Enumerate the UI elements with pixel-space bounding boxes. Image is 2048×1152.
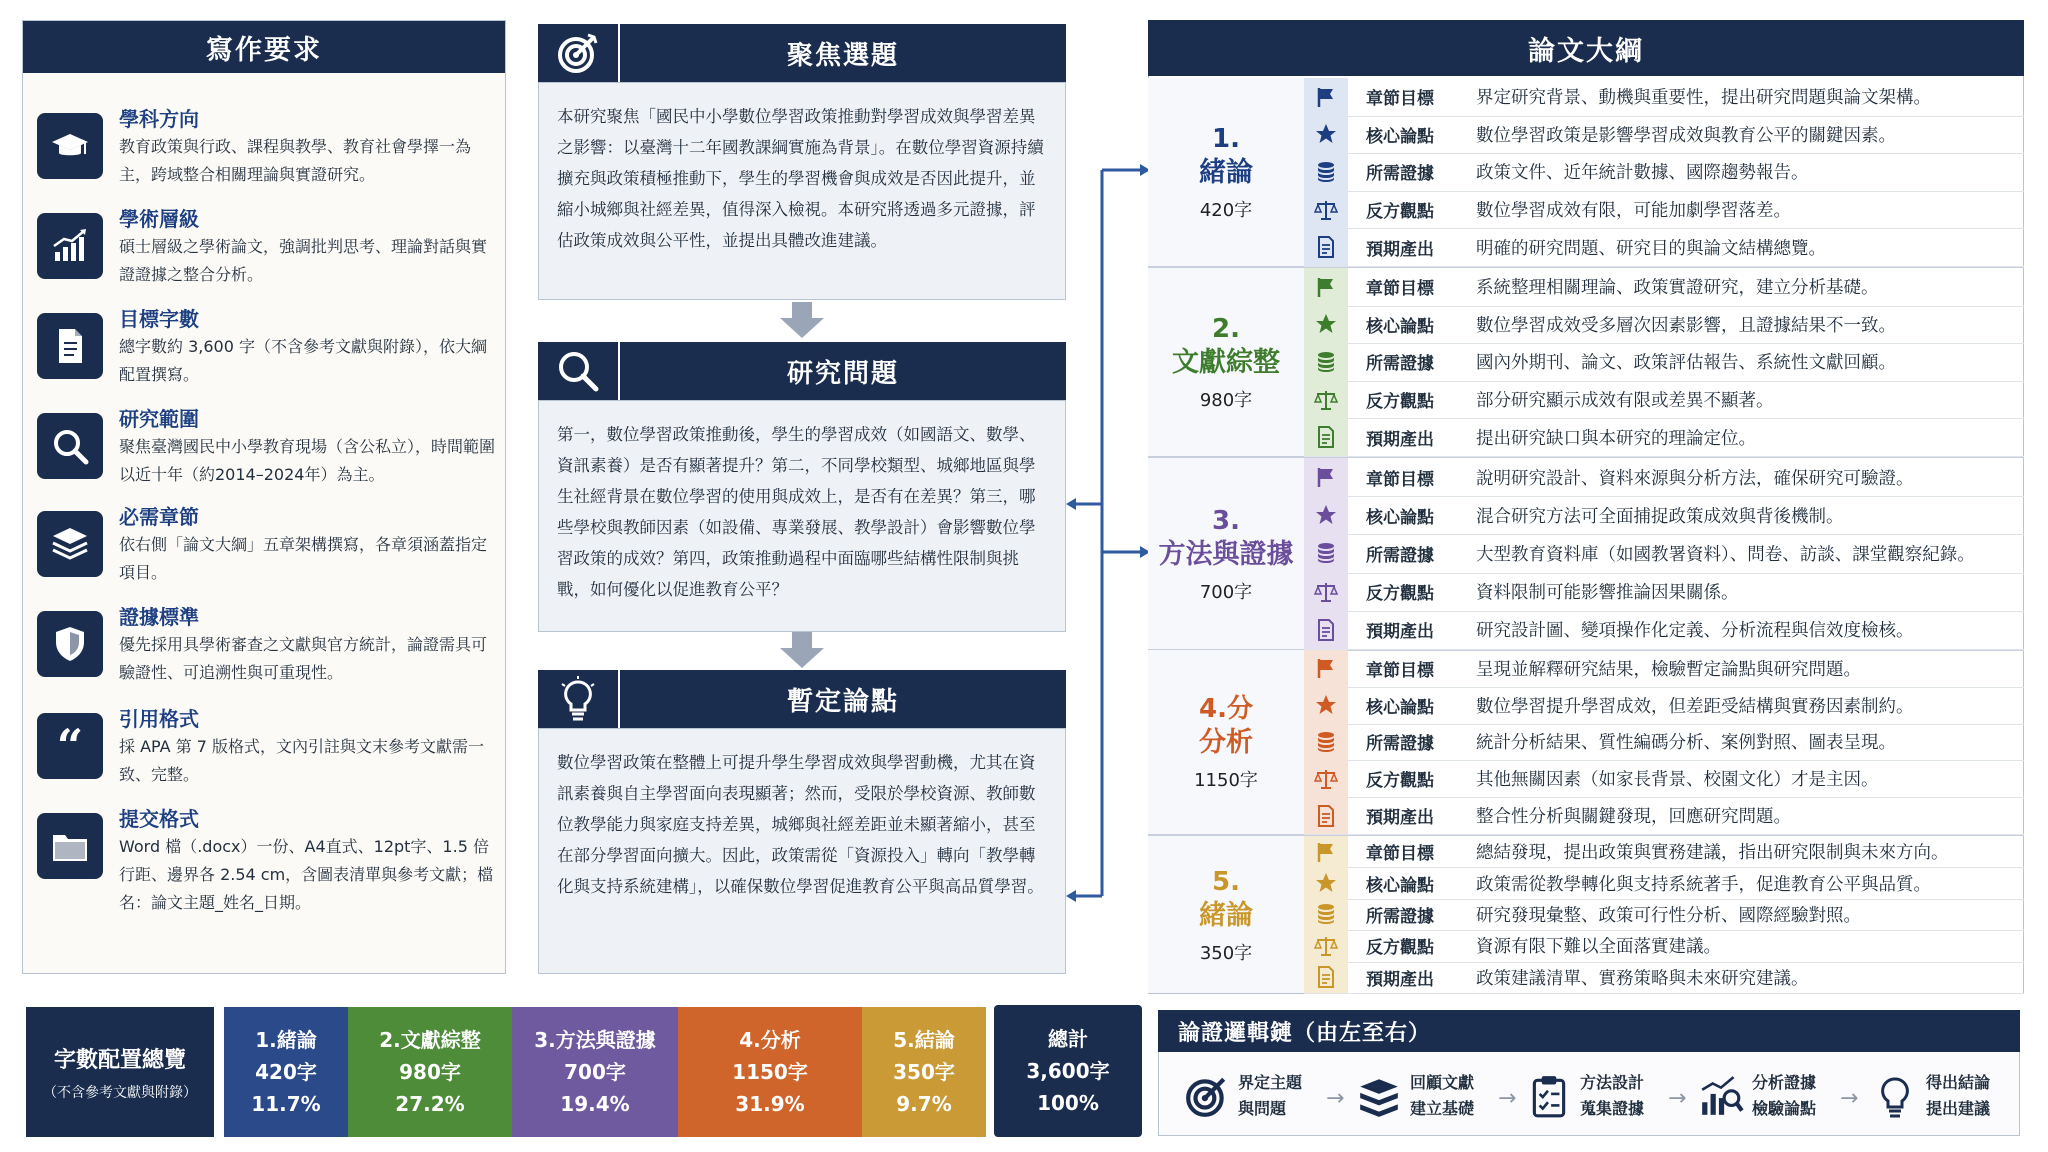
row-value: 資料限制可能影響推論因果關係。 <box>1476 583 1739 604</box>
row-value: 國內外期刊、論文、政策評估報告、系統性文獻回顧。 <box>1476 353 1896 374</box>
flag-icon <box>1304 458 1348 496</box>
chevron-right-icon: → <box>1668 1086 1687 1111</box>
section-name: 方法與證據 <box>1158 538 1294 570</box>
row-key: 章節目標 <box>1366 660 1434 681</box>
row-value: 呈現並解釋研究結果，檢驗暫定論點與研究問題。 <box>1476 659 1861 680</box>
shield-icon <box>37 611 103 677</box>
outline-row <box>1304 797 2024 835</box>
row-value: 政策需從教學轉化與支持系統著手，促進教育公平與品質。 <box>1476 874 1931 895</box>
total-label: 總計 <box>1048 1027 1088 1051</box>
outline-row <box>1304 78 2024 117</box>
section-number: 1. <box>1212 124 1240 154</box>
logic-step-line1: 分析證據 <box>1752 1073 1817 1092</box>
clipboard-icon <box>1522 1069 1576 1123</box>
row-value: 統計分析結果、質性編碼分析、案例對照、圖表呈現。 <box>1476 733 1896 754</box>
requirement-desc: 依右側「論文大綱」五章架構撰寫，各章須涵蓋指定項目。 <box>119 535 488 582</box>
row-value: 明確的研究問題、研究目的與論文結構總覽。 <box>1476 238 1826 259</box>
lightbulb-icon <box>1868 1069 1922 1123</box>
row-value: 研究發現彙整、政策可行性分析、國際經驗對照。 <box>1476 905 1861 926</box>
section-word-count: 420字 <box>1199 200 1253 221</box>
row-key: 反方觀點 <box>1366 392 1434 413</box>
logic-step-line1: 得出結論 <box>1926 1073 1991 1092</box>
requirement-item <box>37 703 507 799</box>
row-key: 核心論點 <box>1366 316 1434 337</box>
row-key: 章節目標 <box>1366 89 1434 110</box>
outline-row <box>1304 611 2024 650</box>
requirement-title: 必需章節 <box>119 505 199 529</box>
segment-words: 980字 <box>399 1060 461 1084</box>
outline-row <box>1304 418 2024 457</box>
target-icon <box>538 24 620 82</box>
row-key: 所需證據 <box>1366 545 1434 566</box>
segment-label: 3.方法與證據 <box>534 1028 656 1052</box>
segment-words: 350字 <box>893 1060 955 1084</box>
segment-percent: 11.7% <box>251 1092 321 1116</box>
logic-step-line2: 檢驗論點 <box>1752 1099 1817 1118</box>
logic-step-line1: 回顧文獻 <box>1410 1073 1475 1092</box>
requirements-panel <box>22 20 506 974</box>
down-arrow-1 <box>780 302 824 338</box>
thesis-header <box>538 670 1066 728</box>
section-label <box>1148 650 1304 834</box>
row-key: 章節目標 <box>1366 844 1434 865</box>
requirement-item <box>37 803 507 912</box>
logic-step <box>1352 1066 1474 1126</box>
focus-topic-body: 本研究聚焦「國民中小學數位學習政策推動對學習成效與學習差異之影響：以臺灣十二年國教課綱實施為背景」。在數位學習資源持續擴充與政策積極推動下，學生的學習機會與成效是否因此提升，並縮小城鄉與社經差異，值得深入檢視。本研究將透過多元證據，評估政策成效與公平性，並提出具體改進建議。 <box>538 82 1066 300</box>
logic-step-line2: 蒐集證據 <box>1580 1099 1645 1118</box>
segment-label: 1.緒論 <box>255 1028 317 1052</box>
summary-label-box <box>26 1007 214 1137</box>
books-icon <box>1352 1069 1406 1123</box>
section-word-count: 980字 <box>1199 390 1253 411</box>
row-value: 說明研究設計、資料來源與分析方法，確保研究可驗證。 <box>1476 468 1914 489</box>
row-key: 所需證據 <box>1366 734 1434 755</box>
logic-step <box>1522 1066 1644 1126</box>
segment-label: 4.分析 <box>739 1028 801 1052</box>
logic-chain-header <box>1158 1010 2020 1052</box>
research-question-body: 第一，數位學習政策推動後，學生的學習成效（如國語文、數學、資訊素養）是否有顯著提升？第二，不同學校類型、城鄉地區與學生社經背景在數位學習的使用與成效上，是否有在差異？第三，哪些學校與教師因素（如設備、專業發展、教學設計）會影響數位學習政策的成效？第四，政策推動過程中面臨哪些結構性限制與挑戰，如何優化以促進教育公平？ <box>538 400 1066 632</box>
row-value: 數位學習成效受多層次因素影響，且證據結果不一致。 <box>1476 315 1896 336</box>
row-value: 提出研究缺口與本研究的理論定位。 <box>1476 428 1756 449</box>
logic-step <box>1694 1066 1816 1126</box>
requirement-item <box>37 303 507 399</box>
down-arrow-2 <box>780 632 824 668</box>
logic-step <box>1868 1066 1990 1126</box>
total-words: 3,600字 <box>1026 1059 1110 1083</box>
row-key: 預期產出 <box>1366 969 1434 990</box>
section-number: 5. <box>1212 866 1240 897</box>
scale-icon <box>1304 191 1348 229</box>
row-key: 核心論點 <box>1366 126 1434 147</box>
outline-row <box>1304 962 2024 994</box>
segment-label: 2.文獻綜整 <box>379 1028 481 1052</box>
search-icon <box>37 413 103 479</box>
requirement-desc: 碩士層級之學術論文，強調批判思考、理論對話與實證證據之整合分析。 <box>119 237 488 284</box>
research-question-title: 研究問題 <box>786 358 899 389</box>
segment-words: 700字 <box>564 1060 626 1084</box>
scale-icon <box>1304 930 1348 961</box>
report-icon <box>1304 611 1348 649</box>
section-name: 緒論 <box>1199 899 1253 931</box>
logic-step-line1: 界定主題 <box>1238 1073 1303 1092</box>
summary-title: 字數配置總覽 <box>53 1047 186 1073</box>
row-value: 資源有限下難以全面落實建議。 <box>1476 937 1721 958</box>
requirements-title: 寫作要求 <box>206 34 322 66</box>
flag-icon <box>1304 836 1348 867</box>
logic-step-line2: 建立基礎 <box>1410 1099 1475 1118</box>
requirement-item <box>37 203 507 299</box>
requirement-desc: 聚焦臺灣國民中小學教育現場（含公私立），時間範圍以近十年（約2014–2024年）為主。 <box>119 437 496 484</box>
row-key: 反方觀點 <box>1366 938 1434 959</box>
section-label <box>1148 268 1304 456</box>
row-value: 政策建議清單、實務策略與未來研究建議。 <box>1476 968 1809 989</box>
word-allocation-segment <box>224 1007 348 1137</box>
outline-row <box>1304 153 2024 192</box>
section-name: 文獻綜整 <box>1172 347 1280 378</box>
thesis-title: 暫定論點 <box>786 686 899 717</box>
row-key: 預期產出 <box>1366 429 1434 450</box>
section-name: 緒論 <box>1199 157 1253 188</box>
outline-row <box>1304 930 2024 962</box>
database-icon <box>1304 534 1348 572</box>
lightbulb-icon <box>538 670 620 728</box>
outline-section <box>1148 836 2024 993</box>
flag-icon <box>1304 268 1348 306</box>
outline-title: 論文大綱 <box>1528 35 1644 67</box>
row-value: 部分研究顯示成效有限或差異不顯著。 <box>1476 391 1774 412</box>
logic-chain-title: 論證邏輯鏈（由左至右） <box>1178 1020 1432 1046</box>
outline-row <box>1304 191 2024 230</box>
requirement-title: 提交格式 <box>119 807 199 831</box>
section-word-count: 1150字 <box>1194 770 1258 791</box>
row-value: 系統整理相關理論、政策實證研究，建立分析基礎。 <box>1476 278 1879 299</box>
total-pct: 100% <box>1037 1091 1099 1115</box>
row-value: 大型教育資料庫（如國教署資料）、問卷、訪談、課堂觀察紀錄。 <box>1476 544 1975 565</box>
row-value: 政策文件、近年統計數據、國際趨勢報告。 <box>1476 163 1809 184</box>
row-key: 章節目標 <box>1366 469 1434 490</box>
row-key: 所需證據 <box>1366 906 1434 927</box>
focus-topic-card <box>538 24 1066 300</box>
requirement-desc: Word 檔（.docx）一份、A4直式、12pt字、1.5 倍行距、邊界各 2.54 cm，含圖表清單與參考文獻；檔名：論文主題_姓名_日期。 <box>119 837 494 912</box>
word-allocation-segment <box>348 1007 512 1137</box>
requirement-item <box>37 501 507 597</box>
requirement-title: 引用格式 <box>119 707 199 731</box>
thesis-body: 數位學習政策在整體上可提升學生學習成效與學習動機，尤其在資訊素養與自主學習面向表現顯著；然而，受限於學校資源、教師數位教學能力與家庭支持差異，城鄉與社經差距並未顯著縮小，甚至在部分學習面向擴大。因此，政策需從「資源投入」轉向「教學轉化與支持系統建構」，以確保數位學習促進教育公平與高品質學習。 <box>538 728 1066 974</box>
analysis-chart-icon <box>1694 1069 1748 1123</box>
row-value: 整合性分析與關鍵發現，回應研究問題。 <box>1476 807 1791 828</box>
row-key: 預期產出 <box>1366 808 1434 829</box>
row-key: 核心論點 <box>1366 875 1434 896</box>
report-icon <box>1304 797 1348 834</box>
requirement-title: 研究範圍 <box>119 407 199 431</box>
outline-row <box>1304 867 2024 899</box>
star-icon <box>1304 687 1348 724</box>
logic-step-line2: 提出建議 <box>1926 1099 1991 1118</box>
outline-row <box>1304 458 2024 497</box>
star-icon <box>1304 867 1348 898</box>
row-key: 所需證據 <box>1366 164 1434 185</box>
word-allocation-segment <box>678 1007 862 1137</box>
outline-row <box>1304 534 2024 573</box>
scale-icon <box>1304 573 1348 611</box>
requirement-item <box>37 601 507 697</box>
growth-chart-icon <box>37 213 103 279</box>
target-icon <box>1180 1069 1234 1123</box>
outline-row <box>1304 381 2024 420</box>
scale-icon <box>1304 381 1348 419</box>
logic-step-line2: 與問題 <box>1238 1099 1287 1118</box>
thesis-card <box>538 670 1066 974</box>
segment-percent: 19.4% <box>560 1092 630 1116</box>
segment-percent: 27.2% <box>395 1092 465 1116</box>
outline-row <box>1304 496 2024 535</box>
row-value: 界定研究背景、動機與重要性，提出研究問題與論文架構。 <box>1476 88 1931 109</box>
research-question-header <box>538 342 1066 400</box>
row-value: 其他無關因素（如家長背景、校園文化）才是主因。 <box>1476 770 1879 791</box>
focus-topic-title: 聚焦選題 <box>786 40 899 71</box>
summary-subtitle: （不含參考文獻與附錄） <box>43 1084 197 1101</box>
outline-row <box>1304 760 2024 798</box>
requirement-title: 學科方向 <box>119 107 199 131</box>
requirement-item <box>37 103 507 199</box>
requirement-desc: 採 APA 第 7 版格式，文內引註與文末參考文獻需一致、完整。 <box>119 737 485 784</box>
row-key: 核心論點 <box>1366 507 1434 528</box>
segment-words: 1150字 <box>732 1060 808 1084</box>
segment-label: 5.結論 <box>893 1028 955 1052</box>
row-key: 章節目標 <box>1366 279 1434 300</box>
outline-row <box>1304 268 2024 307</box>
row-value: 數位學習提升學習成效，但差距受結構與實務因素制約。 <box>1476 696 1914 717</box>
quote-icon <box>37 713 103 779</box>
outline-section <box>1148 650 2024 836</box>
outline-section <box>1148 458 2024 651</box>
section-number: 3. <box>1212 505 1240 536</box>
outline-row <box>1304 228 2024 267</box>
outline-row <box>1304 343 2024 382</box>
svg-text:“: “ <box>56 726 84 766</box>
flag-icon <box>1304 650 1348 687</box>
outline-section <box>1148 78 2024 268</box>
report-icon <box>1304 228 1348 266</box>
outline-row <box>1304 573 2024 612</box>
requirement-title: 學術層級 <box>119 207 199 231</box>
database-icon <box>1304 343 1348 381</box>
requirements-header <box>23 21 505 73</box>
section-label <box>1148 458 1304 649</box>
section-name: 分析 <box>1199 727 1253 758</box>
outline-row <box>1304 306 2024 345</box>
segment-percent: 9.7% <box>896 1092 952 1116</box>
section-label <box>1148 78 1304 266</box>
chevron-right-icon: → <box>1498 1086 1517 1111</box>
requirement-desc: 教育政策與行政、課程與教學、教育社會學擇一為主，跨域整合相關理論與實證研究。 <box>119 137 472 184</box>
row-key: 核心論點 <box>1366 697 1434 718</box>
outline-row <box>1304 650 2024 688</box>
outline-row <box>1304 116 2024 155</box>
outline-row <box>1304 724 2024 762</box>
star-icon <box>1304 496 1348 534</box>
outline-row <box>1304 899 2024 931</box>
chevron-right-icon: → <box>1326 1086 1345 1111</box>
row-value: 數位學習政策是影響學習成效與教育公平的關鍵因素。 <box>1476 125 1896 146</box>
row-key: 反方觀點 <box>1366 584 1434 605</box>
row-value: 數位學習成效有限，可能加劇學習落差。 <box>1476 201 1791 222</box>
segment-words: 420字 <box>255 1060 317 1084</box>
scale-icon <box>1304 760 1348 797</box>
row-value: 混合研究方法可全面捕捉政策成效與背後機制。 <box>1476 506 1844 527</box>
requirement-title: 證據標準 <box>119 605 199 629</box>
requirement-desc: 優先採用具學術審查之文獻與官方統計，論證需具可驗證性、可追溯性與可重現性。 <box>119 635 488 682</box>
section-word-count: 350字 <box>1199 942 1253 964</box>
segment-percent: 31.9% <box>735 1092 805 1116</box>
report-icon <box>1304 962 1348 993</box>
layers-icon <box>37 511 103 577</box>
requirement-item <box>37 403 507 499</box>
section-label <box>1148 836 1304 993</box>
section-number: 4.分 <box>1199 694 1253 724</box>
word-allocation-segment <box>512 1007 678 1137</box>
requirement-title: 目標字數 <box>119 307 199 331</box>
connector-arrows <box>1066 150 1150 910</box>
logic-step <box>1180 1066 1302 1126</box>
row-key: 所需證據 <box>1366 354 1434 375</box>
outline-row <box>1304 687 2024 725</box>
database-icon <box>1304 153 1348 191</box>
research-question-card <box>538 342 1066 632</box>
outline-section <box>1148 268 2024 458</box>
row-value: 研究設計圖、變項操作化定義、分析流程與信效度檢核。 <box>1476 621 1914 642</box>
database-icon <box>1304 724 1348 761</box>
star-icon <box>1304 116 1348 154</box>
database-icon <box>1304 899 1348 930</box>
outline-row <box>1304 836 2024 868</box>
section-number: 2. <box>1212 314 1240 344</box>
magnifier-icon <box>538 342 620 400</box>
section-word-count: 700字 <box>1199 581 1253 603</box>
chevron-right-icon: → <box>1840 1086 1859 1111</box>
row-key: 預期產出 <box>1366 622 1434 643</box>
folder-icon <box>37 813 103 879</box>
focus-topic-header <box>538 24 1066 82</box>
row-key: 反方觀點 <box>1366 202 1434 223</box>
report-icon <box>1304 418 1348 456</box>
word-allocation-segment <box>862 1007 986 1137</box>
requirement-desc: 總字數約 3,600 字（不含參考文獻與附錄），依大綱配置撰寫。 <box>119 337 487 384</box>
outline-header <box>1148 20 2024 76</box>
flag-icon <box>1304 78 1348 116</box>
row-key: 反方觀點 <box>1366 771 1434 792</box>
document-icon <box>37 313 103 379</box>
total-box <box>994 1005 1142 1137</box>
graduation-cap-icon <box>37 113 103 179</box>
row-key: 預期產出 <box>1366 239 1434 260</box>
star-icon <box>1304 306 1348 344</box>
row-value: 總結發現，提出政策與實務建議，指出研究限制與未來方向。 <box>1476 843 1949 864</box>
logic-step-line1: 方法設計 <box>1580 1073 1645 1092</box>
